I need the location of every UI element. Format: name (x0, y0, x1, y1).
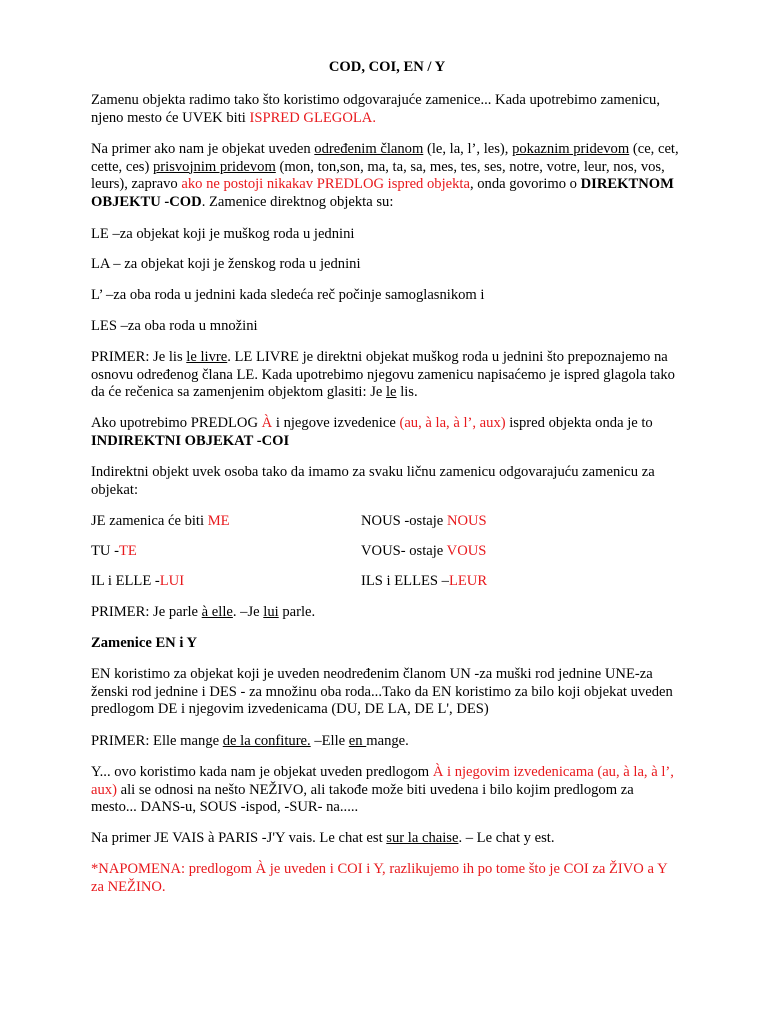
pronoun-right-cell (361, 513, 487, 531)
pronoun-right-text: ILS i ELLES – (361, 573, 449, 589)
pronoun-right-text: NOUS -ostaje (361, 513, 447, 529)
primer-coi-text-2: . –Je (232, 604, 264, 620)
pronoun-left-value: LUI (159, 573, 185, 589)
primer-cod-paragraph (91, 349, 683, 402)
napomena-note: *NAPOMENA: predlogom À je uveden i COI i Y, razlikujemo ih po tome što je COI za ŽIVO a Y za NEŽINO. (91, 861, 668, 895)
cod-text-1: Na primer ako nam je objekat uveden (91, 141, 315, 157)
y-highlight: À i njegovim izvedenicama (au, à la, à l’, aux) (91, 764, 674, 798)
la-line: LA – za objekat koji je ženskog roda u jednini (91, 256, 361, 272)
primer-cod-text-2: . LE LIVRE je direktni objekat muškog roda u jednini što prepoznajemo na osnovu određenog člana LE. Kada upotrebimo njegovu zamenicu napisaćemo je ispred glagola tako da će rečenica sa zamenjenim objektom glasiti: Je (91, 349, 675, 400)
primer-coi-underlined-1: à elle (201, 604, 233, 620)
primer-en-text-3: mange. (366, 733, 409, 749)
cod-underlined-3: prisvojnim pridevom (152, 158, 276, 175)
primer-coi-text-3: parle. (278, 604, 316, 620)
pronoun-right-cell (361, 573, 487, 591)
coi-highlight-1: À (261, 415, 273, 431)
primer-cod-underlined-2: le (386, 384, 397, 400)
pronoun-row (91, 513, 683, 531)
cod-bold-term: DIREKTNOM OBJEKTU -COD (91, 176, 674, 210)
example-underlined: sur la chaise (386, 830, 459, 846)
cod-text-2: (le, la, l’, les), (423, 141, 513, 157)
coi-text-3: ispred objekta onda je to (505, 415, 653, 431)
example-text-1: Na primer JE VAIS à PARIS -J'Y vais. Le chat est (91, 830, 387, 846)
example-text-2: . – Le chat y est. (458, 830, 555, 846)
primer-cod-text-3: lis. (396, 384, 418, 400)
section-heading-en-y: Zamenice EN i Y (91, 635, 198, 651)
primer-coi-paragraph (91, 604, 683, 622)
cod-text-5: , onda govorimo o (469, 176, 581, 192)
primer-coi-underlined-2: lui (263, 604, 279, 620)
primer-en-underlined-2: en (348, 733, 367, 749)
indirect-object-paragraph: Indirektni objekt uvek osoba tako da imamo za svaku ličnu zamenicu odgovarajuću zamenicu za objekat: (91, 464, 655, 498)
pronoun-right-value: VOUS (446, 543, 487, 559)
intro-paragraph (91, 92, 683, 127)
cod-text-4: (mon, ton,son, ma, ta, sa, mes, tes, ses, notre, votre, leur, nos, vos, leurs), zapravo (91, 158, 665, 192)
y-text-2: ali se odnosi na nešto NEŽIVO, ali takođe može biti uvedena i bilo kojim predlogom za mesto... DANS-u, SOUS -ispod, -SUR- na..... (91, 781, 634, 815)
primer-coi-text-1: PRIMER: Je parle (91, 604, 202, 620)
pronoun-row (91, 573, 683, 591)
primer-cod-underlined-1: le livre (186, 349, 228, 365)
document-title: COD, COI, EN / Y (328, 59, 446, 75)
coi-bold-term: INDIREKTNI OBJEKAT -COI (91, 432, 290, 449)
cod-text-6: . Zamenice direktnog objekta su: (201, 193, 394, 210)
y-paragraph (91, 764, 683, 817)
coi-text-2: i njegove izvedenice (272, 415, 400, 431)
example-paragraph (91, 830, 683, 848)
coi-highlight-2: (au, à la, à l’, aux) (399, 415, 506, 431)
coi-paragraph (91, 415, 683, 450)
en-paragraph: EN koristimo za objekat koji je uveden neodređenim članom UN -za muški rod jednine UNE-za ženski rod jednine i DES - za množinu oba roda...Tako da EN koristimo za bilo koji objekat uveden predlogom DE i njegovim izvedenicama (DU, DE LA, DE L', DES) (91, 666, 673, 717)
intro-text: Zamenu objekta radimo tako što koristimo odgovarajuće zamenice... Kada upotrebimo zamenicu, njeno mesto će UVEK biti (91, 92, 660, 126)
le-line: LE –za objekat koji je muškog roda u jednini (91, 226, 355, 242)
primer-en-underlined-1: de la confiture. (222, 733, 311, 749)
pronoun-left-text: IL i ELLE - (91, 573, 160, 589)
cod-underlined-2: pokaznim pridevom (512, 141, 630, 157)
primer-en-text-1: PRIMER: Elle mange (91, 733, 223, 749)
cod-underlined-1: određenim članom (314, 141, 424, 157)
pronoun-row (91, 543, 683, 561)
l-apostrophe-line: L’ –za oba roda u jednini kada sledeća reč počinje samoglasnikom i (91, 287, 485, 303)
primer-cod-text-1: PRIMER: Je lis (91, 349, 187, 365)
pronoun-right-cell (361, 543, 486, 561)
primer-en-text-2: –Elle (310, 733, 349, 749)
pronoun-right-value: LEUR (448, 573, 488, 589)
cod-highlight: ako ne postoji nikakav PREDLOG ispred objekta (181, 176, 470, 192)
pronoun-left-text: JE zamenica će biti (91, 513, 208, 529)
pronoun-left-value: ME (207, 513, 230, 529)
pronoun-right-text: VOUS- ostaje (361, 543, 447, 559)
cod-text-3: (ce, cet, cette, ces) (91, 141, 679, 175)
y-text-1: Y... ovo koristimo kada nam je objekat uveden predlogom (91, 764, 433, 780)
coi-text-1: Ako upotrebimo PREDLOG (91, 415, 262, 431)
pronoun-right-value: NOUS (446, 513, 487, 529)
cod-paragraph (91, 141, 683, 211)
intro-highlight: ISPRED GLEGOLA. (249, 109, 376, 126)
pronoun-left-value: TE (118, 543, 137, 559)
les-line: LES –za oba roda u množini (91, 318, 258, 334)
primer-en-paragraph (91, 733, 683, 751)
pronoun-left-text: TU - (91, 543, 119, 559)
